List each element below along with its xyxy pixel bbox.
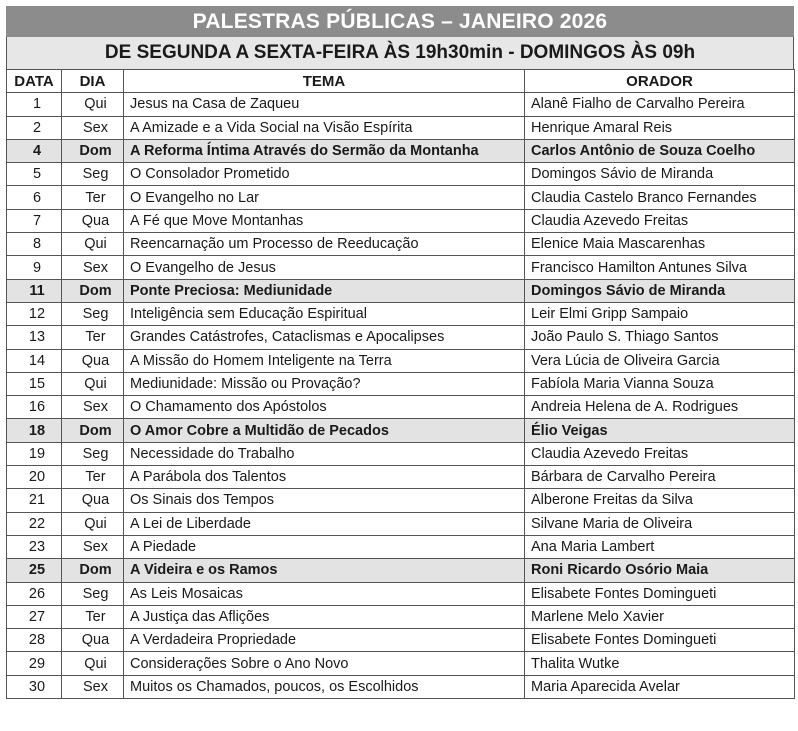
cell-date: 18	[7, 419, 62, 442]
cell-speaker: Elisabete Fontes Domingueti	[525, 629, 795, 652]
table-row-sunday	[7, 419, 795, 442]
cell-day: Qua	[62, 209, 124, 232]
cell-day: Qui	[62, 512, 124, 535]
cell-speaker: Élio Veigas	[525, 419, 795, 442]
cell-topic: A Verdadeira Propriedade	[124, 629, 525, 652]
cell-day: Sex	[62, 116, 124, 139]
cell-speaker: João Paulo S. Thiago Santos	[525, 326, 795, 349]
cell-day: Qui	[62, 652, 124, 675]
cell-topic: A Missão do Homem Inteligente na Terra	[124, 349, 525, 372]
cell-speaker: Alberone Freitas da Silva	[525, 489, 795, 512]
table-row	[7, 652, 795, 675]
cell-date: 7	[7, 209, 62, 232]
table-row	[7, 116, 795, 139]
cell-date: 2	[7, 116, 62, 139]
cell-date: 29	[7, 652, 62, 675]
cell-topic: Necessidade do Trabalho	[124, 442, 525, 465]
cell-speaker: Carlos Antônio de Souza Coelho	[525, 139, 795, 162]
cell-date: 26	[7, 582, 62, 605]
cell-topic: O Amor Cobre a Multidão de Pecados	[124, 419, 525, 442]
table-row	[7, 349, 795, 372]
cell-speaker: Silvane Maria de Oliveira	[525, 512, 795, 535]
cell-topic: Mediunidade: Missão ou Provação?	[124, 372, 525, 395]
table-row	[7, 535, 795, 558]
table-row	[7, 326, 795, 349]
cell-speaker: Elenice Maia Mascarenhas	[525, 233, 795, 256]
cell-day: Seg	[62, 163, 124, 186]
cell-speaker: Marlene Melo Xavier	[525, 605, 795, 628]
cell-day: Sex	[62, 675, 124, 698]
cell-day: Qui	[62, 233, 124, 256]
cell-day: Seg	[62, 442, 124, 465]
table-row	[7, 233, 795, 256]
cell-topic: Grandes Catástrofes, Cataclismas e Apocalipses	[124, 326, 525, 349]
cell-day: Qui	[62, 93, 124, 116]
cell-topic: Inteligência sem Educação Espiritual	[124, 302, 525, 325]
schedule-subtitle: DE SEGUNDA A SEXTA-FEIRA ÀS 19h30min - DOMINGOS ÀS 09h	[6, 37, 794, 69]
table-row	[7, 466, 795, 489]
cell-date: 19	[7, 442, 62, 465]
column-header-date: DATA	[7, 70, 62, 93]
cell-topic: Reencarnação um Processo de Reeducação	[124, 233, 525, 256]
cell-speaker: Fabíola Maria Vianna Souza	[525, 372, 795, 395]
cell-date: 5	[7, 163, 62, 186]
page-title: PALESTRAS PÚBLICAS – JANEIRO 2026	[6, 6, 794, 37]
cell-day: Ter	[62, 326, 124, 349]
table-row	[7, 186, 795, 209]
cell-date: 12	[7, 302, 62, 325]
column-header-speaker: ORADOR	[525, 70, 795, 93]
cell-speaker: Maria Aparecida Avelar	[525, 675, 795, 698]
cell-date: 6	[7, 186, 62, 209]
cell-topic: A Parábola dos Talentos	[124, 466, 525, 489]
cell-day: Qua	[62, 629, 124, 652]
cell-date: 9	[7, 256, 62, 279]
cell-speaker: Bárbara de Carvalho Pereira	[525, 466, 795, 489]
cell-day: Ter	[62, 186, 124, 209]
cell-speaker: Andreia Helena de A. Rodrigues	[525, 396, 795, 419]
cell-day: Qui	[62, 372, 124, 395]
cell-date: 20	[7, 466, 62, 489]
table-header-row	[7, 70, 795, 93]
table-row	[7, 629, 795, 652]
cell-topic: As Leis Mosaicas	[124, 582, 525, 605]
cell-speaker: Claudia Azevedo Freitas	[525, 442, 795, 465]
cell-topic: A Amizade e a Vida Social na Visão Espírita	[124, 116, 525, 139]
table-row	[7, 582, 795, 605]
cell-date: 13	[7, 326, 62, 349]
cell-date: 27	[7, 605, 62, 628]
table-row	[7, 372, 795, 395]
table-row	[7, 302, 795, 325]
table-row	[7, 442, 795, 465]
cell-speaker: Vera Lúcia de Oliveira Garcia	[525, 349, 795, 372]
cell-speaker: Claudia Castelo Branco Fernandes	[525, 186, 795, 209]
cell-day: Qua	[62, 349, 124, 372]
cell-date: 28	[7, 629, 62, 652]
cell-day: Qua	[62, 489, 124, 512]
table-row	[7, 512, 795, 535]
cell-date: 1	[7, 93, 62, 116]
cell-day: Sex	[62, 535, 124, 558]
column-header-day: DIA	[62, 70, 124, 93]
cell-speaker: Elisabete Fontes Domingueti	[525, 582, 795, 605]
table-row	[7, 93, 795, 116]
cell-topic: A Fé que Move Montanhas	[124, 209, 525, 232]
cell-topic: Ponte Preciosa: Mediunidade	[124, 279, 525, 302]
cell-date: 21	[7, 489, 62, 512]
cell-speaker: Henrique Amaral Reis	[525, 116, 795, 139]
cell-speaker: Thalita Wutke	[525, 652, 795, 675]
cell-speaker: Domingos Sávio de Miranda	[525, 279, 795, 302]
cell-topic: O Evangelho de Jesus	[124, 256, 525, 279]
table-row	[7, 489, 795, 512]
cell-topic: A Reforma Íntima Através do Sermão da Montanha	[124, 139, 525, 162]
table-row	[7, 605, 795, 628]
table-row	[7, 209, 795, 232]
cell-speaker: Leir Elmi Gripp Sampaio	[525, 302, 795, 325]
cell-day: Dom	[62, 559, 124, 582]
cell-day: Dom	[62, 279, 124, 302]
cell-date: 30	[7, 675, 62, 698]
cell-topic: O Evangelho no Lar	[124, 186, 525, 209]
cell-speaker: Claudia Azevedo Freitas	[525, 209, 795, 232]
cell-day: Dom	[62, 419, 124, 442]
cell-date: 4	[7, 139, 62, 162]
table-row	[7, 396, 795, 419]
lecture-schedule-table	[6, 69, 795, 699]
cell-speaker: Francisco Hamilton Antunes Silva	[525, 256, 795, 279]
cell-speaker: Roni Ricardo Osório Maia	[525, 559, 795, 582]
cell-topic: Considerações Sobre o Ano Novo	[124, 652, 525, 675]
table-row-sunday	[7, 139, 795, 162]
table-row	[7, 256, 795, 279]
cell-date: 22	[7, 512, 62, 535]
cell-topic: Muitos os Chamados, poucos, os Escolhidos	[124, 675, 525, 698]
table-body	[7, 93, 795, 699]
cell-topic: A Justiça das Aflições	[124, 605, 525, 628]
cell-date: 11	[7, 279, 62, 302]
cell-topic: Os Sinais dos Tempos	[124, 489, 525, 512]
cell-date: 14	[7, 349, 62, 372]
table-row	[7, 163, 795, 186]
table-row-sunday	[7, 279, 795, 302]
cell-speaker: Ana Maria Lambert	[525, 535, 795, 558]
column-header-topic: TEMA	[124, 70, 525, 93]
cell-day: Seg	[62, 302, 124, 325]
cell-topic: O Consolador Prometido	[124, 163, 525, 186]
cell-day: Dom	[62, 139, 124, 162]
cell-speaker: Domingos Sávio de Miranda	[525, 163, 795, 186]
cell-day: Ter	[62, 605, 124, 628]
cell-topic: A Videira e os Ramos	[124, 559, 525, 582]
table-row	[7, 675, 795, 698]
cell-day: Sex	[62, 396, 124, 419]
table-row-sunday	[7, 559, 795, 582]
cell-speaker: Alanê Fialho de Carvalho Pereira	[525, 93, 795, 116]
cell-date: 16	[7, 396, 62, 419]
cell-topic: O Chamamento dos Apóstolos	[124, 396, 525, 419]
cell-topic: Jesus na Casa de Zaqueu	[124, 93, 525, 116]
cell-date: 25	[7, 559, 62, 582]
cell-topic: A Piedade	[124, 535, 525, 558]
cell-day: Sex	[62, 256, 124, 279]
cell-day: Seg	[62, 582, 124, 605]
cell-day: Ter	[62, 466, 124, 489]
cell-date: 23	[7, 535, 62, 558]
cell-date: 15	[7, 372, 62, 395]
cell-date: 8	[7, 233, 62, 256]
cell-topic: A Lei de Liberdade	[124, 512, 525, 535]
